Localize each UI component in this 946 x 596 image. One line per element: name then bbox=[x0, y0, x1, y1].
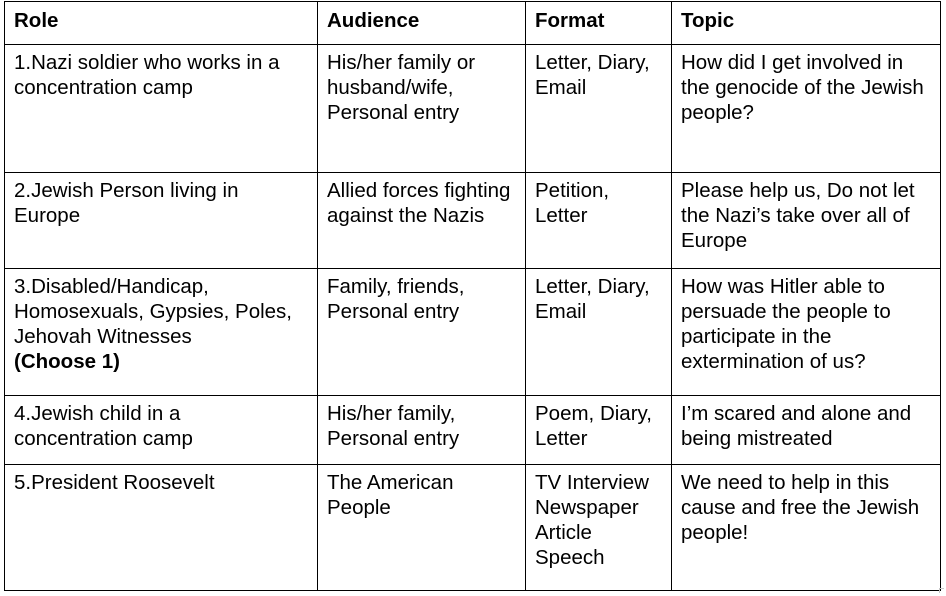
topic-cell: How was Hitler able to persuade the people to participate in the extermination of us? bbox=[672, 269, 941, 396]
audience-cell: His/her family, Personal entry bbox=[318, 396, 526, 465]
role-text: 3.Disabled/Handicap, Homosexuals, Gypsies, Poles, Jehovah Witnesses bbox=[14, 275, 293, 348]
format-cell: Letter, Diary, Email bbox=[526, 45, 672, 173]
role-cell: 1.Nazi soldier who works in a concentration camp bbox=[5, 45, 318, 173]
role-cell: 4.Jewish child in a concentration camp bbox=[5, 396, 318, 465]
audience-cell: His/her family or husband/wife, Personal entry bbox=[318, 45, 526, 173]
table-row bbox=[5, 396, 941, 465]
header-audience: Audience bbox=[318, 2, 526, 45]
table-row bbox=[5, 465, 941, 591]
table-row bbox=[5, 269, 941, 396]
topic-cell: We need to help in this cause and free the Jewish people! bbox=[672, 465, 941, 591]
resize-corner-mark bbox=[939, 588, 944, 593]
header-format: Format bbox=[526, 2, 672, 45]
header-topic: Topic bbox=[672, 2, 941, 45]
role-choose-note: (Choose 1) bbox=[14, 350, 120, 373]
audience-cell: Allied forces fighting against the Nazis bbox=[318, 173, 526, 269]
role-cell bbox=[5, 269, 318, 396]
table-row bbox=[5, 173, 941, 269]
topic-cell: How did I get involved in the genocide of the Jewish people? bbox=[672, 45, 941, 173]
topic-cell: Please help us, Do not let the Nazi’s take over all of Europe bbox=[672, 173, 941, 269]
format-cell: Poem, Diary, Letter bbox=[526, 396, 672, 465]
role-cell: 2.Jewish Person living in Europe bbox=[5, 173, 318, 269]
header-role: Role bbox=[5, 2, 318, 45]
audience-cell: Family, friends, Personal entry bbox=[318, 269, 526, 396]
role-cell: 5.President Roosevelt bbox=[5, 465, 318, 591]
topic-cell: I’m scared and alone and being mistreated bbox=[672, 396, 941, 465]
audience-cell: The American People bbox=[318, 465, 526, 591]
header-row bbox=[5, 2, 941, 45]
raft-table bbox=[4, 1, 941, 591]
format-cell: Petition, Letter bbox=[526, 173, 672, 269]
format-cell: TV Interview Newspaper Article Speech bbox=[526, 465, 672, 591]
format-cell: Letter, Diary, Email bbox=[526, 269, 672, 396]
table-row bbox=[5, 45, 941, 173]
